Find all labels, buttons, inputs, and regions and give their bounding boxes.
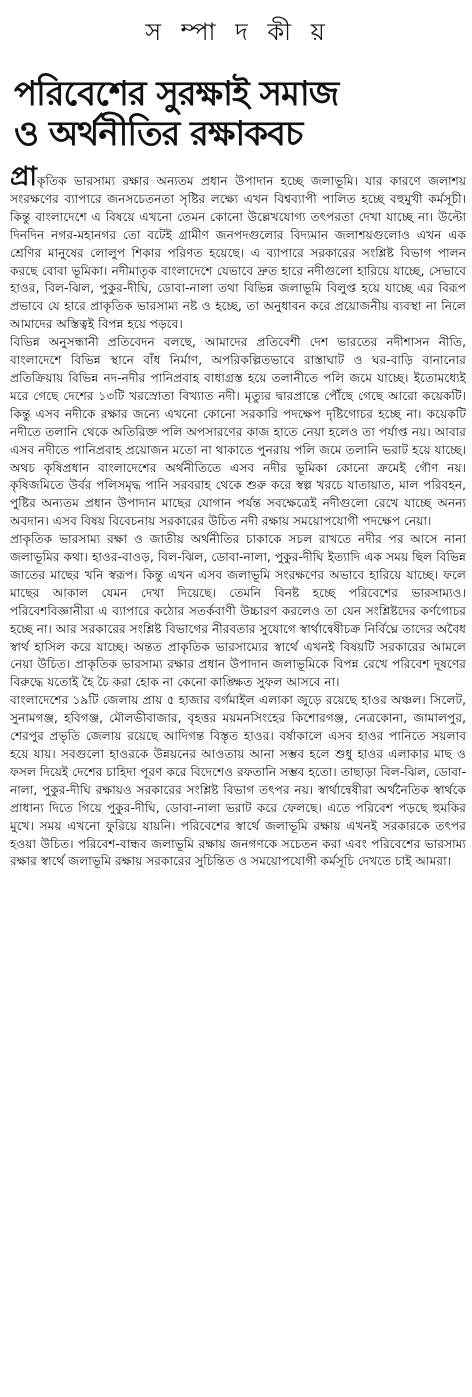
headline [14, 74, 466, 154]
paragraph-4: বাংলাদেশের ১৯টি জেলায় প্রায় ৫ হাজার বর্গমাইল এলাকা জুড়ে রয়েছে হাওর অঞ্চল। সিলেট, সুনামগঞ্জ, হবিগঞ্জ, মৌলভীবাজার, বৃহত্তর ময়মনসিংহের কিশোরগঞ্জ, নেত্রকোনা, জামালপুর, শেরপুর প্রভৃতি জেলায় রয়েছে আদিগন্ত বিস্তৃত হাওর। বর্ষাকালে এসব হাওর পানিতে সয়লাব হয়ে যায়। সবগুলো হাওরকে উন্নয়নের আওতায় আনা সম্ভব হলে শুধু হাওর এলাকার মাছ ও ফসল দিয়েই দেশের চাহিদা পূরণ করে বিদেশেও রফতানি সম্ভব হতো। তাছাড়া বিল-ঝিল, ডোবা-নালা, পুকুর-দীঘি রক্ষায়ও সরকারের সংশ্লিষ্ট বিভাগ তৎপর নয়। স্বার্থান্বেষীরা অর্থনৈতিক স্বার্থকে প্রাধান্য দিতে গিয়ে পুকুর-দীঘি, ডোবা-নালা ভরাট করে ফেলছে। এতে পরিবেশ পড়ছে হুমকির মুখে। সময় এখনো ফুরিয়ে যায়নি। পরিবেশের স্বার্থে জলাভূমি রক্ষায় এখনই সরকারকে তৎপর হওয়া উচিত। পরিবেশ-বান্ধব জলাভূমি রক্ষায় জনগণকে সচেতন করা এবং পরিবেশের ভারসাম্য রক্ষার স্বার্থে জলাভূমি রক্ষায় সরকারের সুচিন্তিত ও সময়োপযোগী কর্মসূচি দেখতে চাই আমরা। [10, 693, 466, 869]
headline-line-2: ও অর্থনীতির রক্ষাকবচ [14, 114, 303, 154]
dropcap: প্রা [10, 162, 37, 192]
paragraph-1 [10, 162, 466, 334]
paragraph-1-text: কৃতিক ভারসাম্য রক্ষার অন্যতম প্রধান উপাদান হচ্ছে জলাভূমি। যার কারণে জলাশয় সংরক্ষণের ব্যাপারে জনসচেতনতা সৃষ্টির লক্ষ্যে এখন বিশ্বব্যাপী পালিত হচ্ছে বহুমুখী কর্মসূচী। কিন্তু বাংলাদেশে এ বিষয়ে এখনো তেমন কোনো উল্লেখযোগ্য তৎপরতা দেখা যাচ্ছে না। উল্টো দিনদিন নগর-মহানগর তো বটেই গ্রামীণ জনপদগুলোর বিদ্যমান জলাশয়গুলোও এখন এক শ্রেণির মানুষের লোলুপ শিকার পরিণত হয়েছে। এ ব্যাপারে সরকারের সংশ্লিষ্ট বিভাগ পালন করছে বোবা ভূমিকা। নদীমাতৃক বাংলাদেশে যেভাবে দ্রুত হারে নদীগুলো হারিয়ে যাচ্ছে, সেভাবে হাওর, বিল-ঝিল, পুকুর-দীঘি, ডোবা-নালা তথা বিভিন্ন জলাভূমি বিলুপ্ত হয়ে যাচ্ছে এর বিরূপ প্রভাবে যে হারে প্রাকৃতিক ভারসাম্য নষ্ট ও হচ্ছে, তা অনুধাবন করে প্রয়োজনীয় ব্যবস্থা না নিলে আমাদের অস্তিত্বই বিপন্ন হয়ে পড়বে। [10, 174, 466, 332]
paragraph-3: প্রাকৃতিক ভারসাম্য রক্ষা ও জাতীয় অর্থনীতির চাকাকে সচল রাখতে নদীর পর আসে নানা জলাভূমির কথা। হাওর-বাওড়, বিল-ঝিল, ডোবা-নালা, পুকুর-দীঘি ইত্যাদি এক সময় ছিল বিভিন্ন জাতের মাছের খনি স্বরূপ। কিন্তু এখন এসব জলাভূমি সংরক্ষণের অভাবে হারিয়ে যাচ্ছে। ফলে মাছের আকাল যেমন দেখা দিয়েছে। তেমনি বিনষ্ট হচ্ছে পরিবেশের ভারসাম্যও। পরিবেশবিজ্ঞানীরা এ ব্যাপারে কঠোর সতর্কবাণী উচ্চারণ করলেও তা যেন সংশ্লিষ্টদের কর্ণগোচর হচ্ছে না। আর সরকারের সংশ্লিষ্ট বিভাগের নীরবতার সুযোগে স্বার্থান্বেষীচক্র নির্বিঘ্নে তাদের অবৈধ স্বার্থ হাসিল করে যাচ্ছে। অন্তত প্রাকৃতিক ভারসাম্যের স্বার্থে এখনই বিষয়টি সরকারের আমলে নেয়া উচিত। প্রাকৃতিক ভারসাম্য রক্ষার প্রধান উপাদান জলাভূমিকে বিপন্ন রেখে পরিবেশ দূষণের বিরুদ্ধে যতোই হৈ চৈ করা হোক না কেনো কাঙ্ক্ষিত সুফল আসবে না। [10, 532, 466, 690]
section-label: স ম্পা দ কী য় [145, 18, 331, 46]
article-body [10, 162, 466, 871]
paragraph-2: বিভিন্ন অনুসন্ধানী প্রতিবেদন বলছে, আমাদের প্রতিবেশী দেশ ভারতের নদীশাসন নীতি, বাংলাদেশে বিভিন্ন স্থানে বাঁধ নির্মাণ, অপরিকল্পিতভাবে রাস্তাঘাট ও ঘর-বাড়ি বানানোর প্রতিক্রিয়ায় বিভিন্ন নদ-নদীর পানিপ্রবাহ বাধাগ্রস্ত হয়ে তলানীতে পলি জমে যাচ্ছে। ইতোমধ্যেই মরে গেছে দেশের ১৩টি খরস্রোতা বিখ্যাত নদী। মৃত্যুর দ্বারপ্রান্তে পৌঁছে গেছে আরো কয়েকটি। কিন্তু এসব নদীকে রক্ষার জন্যে এখনো কোনো সরকারি পদক্ষেপ দৃষ্টিগোচর হচ্ছে না। কয়েকটি নদীতে তলানি থেকে অতিরিক্ত পলি অপসারণের কাজ হাতে নেয়া হলেও তা পর্যাপ্ত নয়। আবার এসব নদীতে পানিপ্রবাহ প্রয়োজন মতো না থাকাতে পুনরায় পলি জমে তলানি ভরাট হয়ে যাচ্ছে। অথচ কৃষিপ্রধান বাংলাদেশের অর্থনীতিতে এসব নদীর ভূমিকা কোনো ক্রমেই গৌণ নয়। কৃষিজমিতে উর্বর পলিসমৃদ্ধ পানি সরবরাহ থেকে শুরু করে স্বল্প খরচে যাতায়াত, মাল পরিবহন, পুষ্টির অন্যতম প্রধান উপাদান মাছের যোগান পর্যন্ত সবক্ষেত্রেই নদীগুলো রেখে যাচ্ছে অনন্য অবদান। এসব বিষয় বিবেচনায় সরকারের উচিত নদী রক্ষায় সময়োপযোগী পদক্ষেপ নেয়া। [10, 335, 466, 529]
headline-line-1: পরিবেশের সুরক্ষাই সমাজ [14, 74, 339, 114]
